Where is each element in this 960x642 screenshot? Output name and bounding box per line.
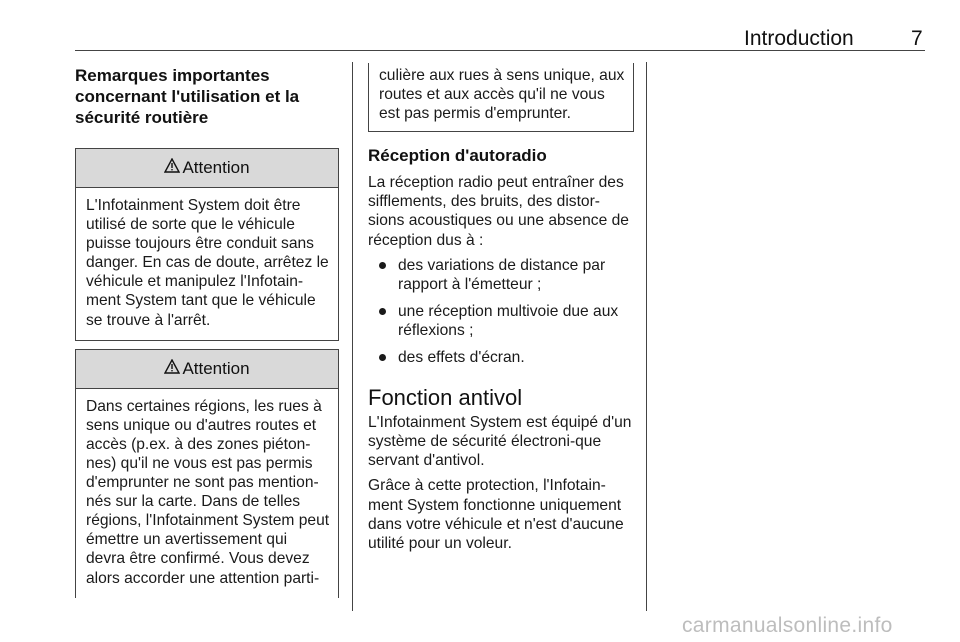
list-item: des variations de distance par rapport à l'émetteur ;	[368, 256, 634, 294]
heading-reception: Réception d'autoradio	[368, 146, 547, 166]
column-divider-left	[352, 62, 353, 611]
watermark: carmanualsonline.info	[682, 614, 893, 637]
bullet-icon	[379, 308, 386, 315]
warning-triangle-icon	[164, 158, 180, 178]
warning-text-continued: culière aux rues à sens unique, aux routes et aux accès qu'il ne vous est pas permis d'emprunter.	[379, 67, 625, 123]
column-2	[368, 65, 634, 559]
page-number: 7	[911, 27, 923, 50]
warning-triangle-icon	[164, 359, 180, 379]
warning-box-2	[75, 349, 339, 598]
warning-label: Attention	[182, 358, 250, 378]
header-rule	[75, 50, 925, 51]
bullet-icon	[379, 354, 386, 361]
warning-box-continuation	[368, 63, 634, 132]
warning-header	[76, 350, 338, 389]
antitheft-para-1: L'Infotainment System est équipé d'un système de sécurité électroni-que servant d'antivol.	[368, 414, 632, 470]
list-item: des effets d'écran.	[368, 348, 634, 367]
reception-intro: La réception radio peut entraîner des sifflements, des bruits, des distor-sions acoustiques ou une absence de réception dus à :	[368, 174, 629, 249]
column-divider-right	[646, 62, 647, 611]
list-item: une réception multivoie due aux réflexions ;	[368, 302, 634, 340]
header-title: Introduction	[744, 27, 854, 50]
antitheft-para-2: Grâce à cette protection, l'Infotain-ment System fonctionne uniquement dans votre véhicule et n'est d'aucune utilité pour un voleur.	[368, 477, 624, 552]
warning-header	[76, 149, 338, 188]
heading-antitheft: Fonction antivol	[368, 385, 523, 411]
section-title: Remarques importantes concernant l'utilisation et la sécurité routière	[75, 66, 300, 127]
warning-text: Dans certaines régions, les rues à sens unique ou d'autres routes et accès (p.ex. à des zones piéton-nes) qu'il ne vous est pas permis d'emprunter ne sont pas mention-nés sur la carte. Dans de telles régions, l'Infotainment System peut émettre un avertissement qui devra être confirmé. Vous devez alors accorder une attention parti-	[86, 397, 330, 587]
bullet-icon	[379, 262, 386, 269]
column-1	[75, 65, 339, 606]
warning-box-1	[75, 148, 339, 341]
warning-text: L'Infotainment System doit être utilisé de sorte que le véhicule puisse toujours être conduit sans danger. En cas de doute, arrêtez le véhicule et manipulez l'Infotain-ment System tant que le véhicule se trouve à l'arrêt.	[86, 197, 329, 329]
reception-list	[368, 256, 634, 367]
warning-label: Attention	[182, 158, 250, 177]
